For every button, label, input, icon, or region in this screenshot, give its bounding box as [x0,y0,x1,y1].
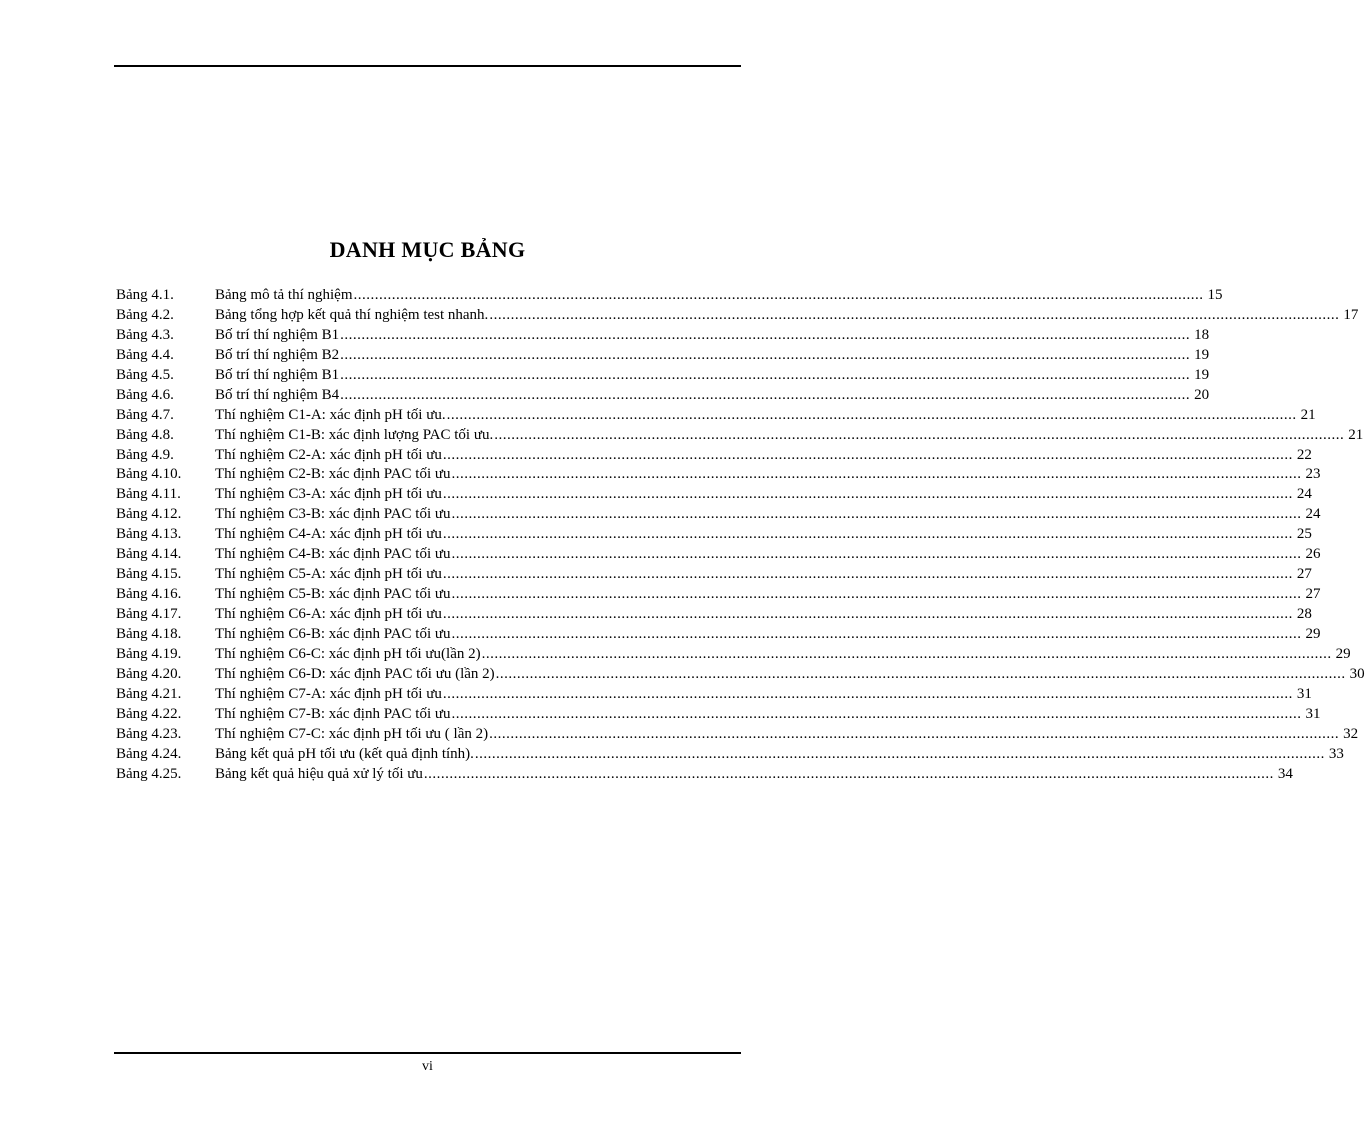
toc-entry[interactable] [116,725,1359,745]
toc-entry-title: Bảng kết quả pH tối ưu (kết quả định tính). [215,745,474,762]
toc-entry-number: Bảng 4.9. [116,446,174,463]
toc-entry-title: Thí nghiệm C3-B: xác định PAC tối ưu [215,506,451,523]
toc-entry-number: Bảng 4.23. [116,725,182,742]
toc-dot-leader [452,625,1302,645]
header-rule [114,65,741,67]
toc-entry-page: 23 [1305,466,1321,483]
toc-entry-page: 21 [1300,406,1316,423]
toc-entry[interactable] [116,326,1210,346]
toc-dot-leader [489,725,1339,745]
toc-entry-number: Bảng 4.3. [116,326,174,343]
toc-entry-page: 25 [1296,526,1312,543]
toc-entry-title: Bố trí thí nghiệm B4 [215,386,340,403]
toc-entry-title: Bảng kết quả hiệu quả xử lý tối ưu [215,765,423,782]
toc-entry[interactable] [116,765,1293,785]
toc-entry-page: 27 [1296,566,1312,583]
toc-entry[interactable] [116,286,1223,306]
toc-dot-leader [443,565,1293,585]
toc-entry-number: Bảng 4.21. [116,685,182,702]
toc-dot-leader [443,446,1293,466]
toc-entry-page: 22 [1296,446,1312,463]
toc-entry[interactable] [116,406,1316,426]
toc-entry[interactable] [116,386,1210,406]
toc-entry[interactable] [116,545,1321,565]
toc-entry-title: Thí nghiệm C7-B: xác định PAC tối ưu [215,705,451,722]
toc-entry-title: Thí nghiệm C4-A: xác định pH tối ưu [215,526,442,543]
toc-entry[interactable] [116,306,1359,326]
toc-entry-title: Bảng tổng hợp kết quả thí nghiệm test nhanh. [215,306,489,323]
toc-dot-leader [353,286,1203,306]
toc-entry-page: 30 [1349,665,1365,682]
toc-dot-leader [340,326,1190,346]
toc-dot-leader [452,465,1302,485]
toc-entry-number: Bảng 4.11. [116,486,181,503]
toc-entry-number: Bảng 4.8. [116,426,174,443]
toc-entry[interactable] [116,665,1365,685]
toc-dot-leader [452,545,1302,565]
toc-entry-page: 24 [1305,506,1321,523]
toc-entry-number: Bảng 4.4. [116,346,174,363]
toc-entry[interactable] [116,605,1312,625]
toc-entry-page: 21 [1348,426,1364,443]
table-list [116,286,1365,784]
toc-entry-page: 29 [1305,625,1321,642]
toc-dot-leader [443,525,1293,545]
toc-entry-page: 32 [1343,725,1359,742]
toc-entry[interactable] [116,505,1321,525]
toc-dot-leader [340,346,1190,366]
toc-entry-page: 26 [1305,546,1321,563]
toc-entry[interactable] [116,625,1321,645]
toc-entry-page: 34 [1277,765,1293,782]
toc-entry-page: 33 [1328,745,1344,762]
toc-entry-title: Bố trí thí nghiệm B2 [215,346,340,363]
toc-entry-page: 20 [1194,386,1210,403]
toc-entry-title: Thí nghiệm C2-A: xác định pH tối ưu [215,446,442,463]
toc-entry-title: Thí nghiệm C6-B: xác định PAC tối ưu [215,625,451,642]
toc-dot-leader [443,605,1293,625]
toc-dot-leader [443,485,1293,505]
toc-entry-page: 18 [1194,326,1210,343]
toc-entry-number: Bảng 4.22. [116,705,182,722]
toc-entry-number: Bảng 4.12. [116,506,182,523]
page-title: DANH MỤC BẢNG [329,237,526,262]
toc-entry[interactable] [116,525,1312,545]
toc-entry-page: 24 [1296,486,1312,503]
toc-entry-number: Bảng 4.14. [116,546,182,563]
toc-entry-title: Thí nghiệm C6-C: xác định pH tối ưu(lần 2) [215,645,481,662]
toc-entry-number: Bảng 4.1. [116,287,174,303]
toc-entry[interactable] [116,565,1312,585]
toc-dot-leader [452,705,1302,725]
toc-entry-number: Bảng 4.25. [116,765,182,782]
toc-entry-title: Thí nghiệm C7-C: xác định pH tối ưu ( lần 2) [215,725,489,742]
toc-entry-title: Thí nghiệm C1-B: xác định lượng PAC tối ưu. [215,426,494,443]
toc-dot-leader [452,505,1302,525]
toc-dot-leader [494,426,1344,446]
toc-entry-number: Bảng 4.17. [116,606,182,622]
toc-dot-leader [340,366,1190,386]
toc-entry[interactable] [116,465,1321,485]
toc-entry[interactable] [116,485,1312,505]
toc-entry[interactable] [116,645,1351,665]
toc-entry-title: Thí nghiệm C5-B: xác định PAC tối ưu [215,586,451,603]
toc-dot-leader [475,745,1325,765]
toc-dot-leader [482,645,1332,665]
toc-entry[interactable] [116,366,1210,386]
toc-dot-leader [452,585,1302,605]
toc-entry-title: Thí nghiệm C7-A: xác định pH tối ưu [215,685,442,702]
toc-entry-title: Thí nghiệm C6-A: xác định pH tối ưu [215,606,442,622]
toc-entry-page: 19 [1194,346,1210,363]
toc-entry-number: Bảng 4.15. [116,566,182,583]
toc-entry-page: 28 [1296,606,1312,622]
toc-entry-number: Bảng 4.5. [116,366,174,383]
toc-entry-number: Bảng 4.16. [116,586,182,603]
toc-entry-number: Bảng 4.10. [116,466,182,483]
toc-dot-leader [340,386,1190,406]
toc-entry-number: Bảng 4.13. [116,526,182,543]
toc-entry[interactable] [116,426,1364,446]
toc-entry-page: 17 [1343,306,1359,323]
toc-entry-page: 29 [1335,645,1351,662]
toc-dot-leader [496,665,1346,685]
toc-entry-page: 15 [1207,287,1223,303]
toc-entry[interactable] [116,685,1312,705]
toc-entry[interactable] [116,705,1321,725]
toc-dot-leader [447,406,1297,426]
toc-entry-number: Bảng 4.20. [116,665,182,682]
toc-entry-number: Bảng 4.18. [116,625,182,642]
toc-entry-number: Bảng 4.19. [116,645,182,662]
toc-entry[interactable] [116,346,1210,366]
toc-dot-leader [489,306,1339,326]
toc-entry-title: Bảng mô tả thí nghiệm [215,287,353,303]
toc-entry[interactable] [116,745,1344,765]
toc-entry-page: 27 [1305,586,1321,603]
footer-rule [114,1052,741,1054]
toc-entry-number: Bảng 4.6. [116,386,174,403]
toc-entry-title: Bố trí thí nghiệm B1 [215,326,340,343]
toc-entry-title: Bố trí thí nghiệm B1 [215,366,340,383]
toc-entry-page: 31 [1305,705,1321,722]
toc-entry-title: Thí nghiệm C5-A: xác định pH tối ưu [215,566,442,583]
toc-entry[interactable] [116,446,1312,466]
toc-dot-leader [443,685,1293,705]
toc-entry-number: Bảng 4.2. [116,306,174,323]
toc-entry-title: Thí nghiệm C6-D: xác định PAC tối ưu (lần 2) [215,665,495,682]
toc-entry-title: Thí nghiệm C3-A: xác định pH tối ưu [215,486,442,503]
toc-dot-leader [424,765,1274,785]
toc-entry-title: Thí nghiệm C2-B: xác định PAC tối ưu [215,466,451,483]
toc-entry-number: Bảng 4.24. [116,745,182,762]
toc-entry-page: 31 [1296,685,1312,702]
toc-entry[interactable] [116,585,1321,605]
toc-entry-number: Bảng 4.7. [116,406,174,423]
toc-entry-title: Thí nghiệm C4-B: xác định PAC tối ưu [215,546,451,563]
toc-entry-page: 19 [1194,366,1210,383]
toc-entry-title: Thí nghiệm C1-A: xác định pH tối ưu. [215,406,446,423]
page-number: vi [422,1059,433,1074]
